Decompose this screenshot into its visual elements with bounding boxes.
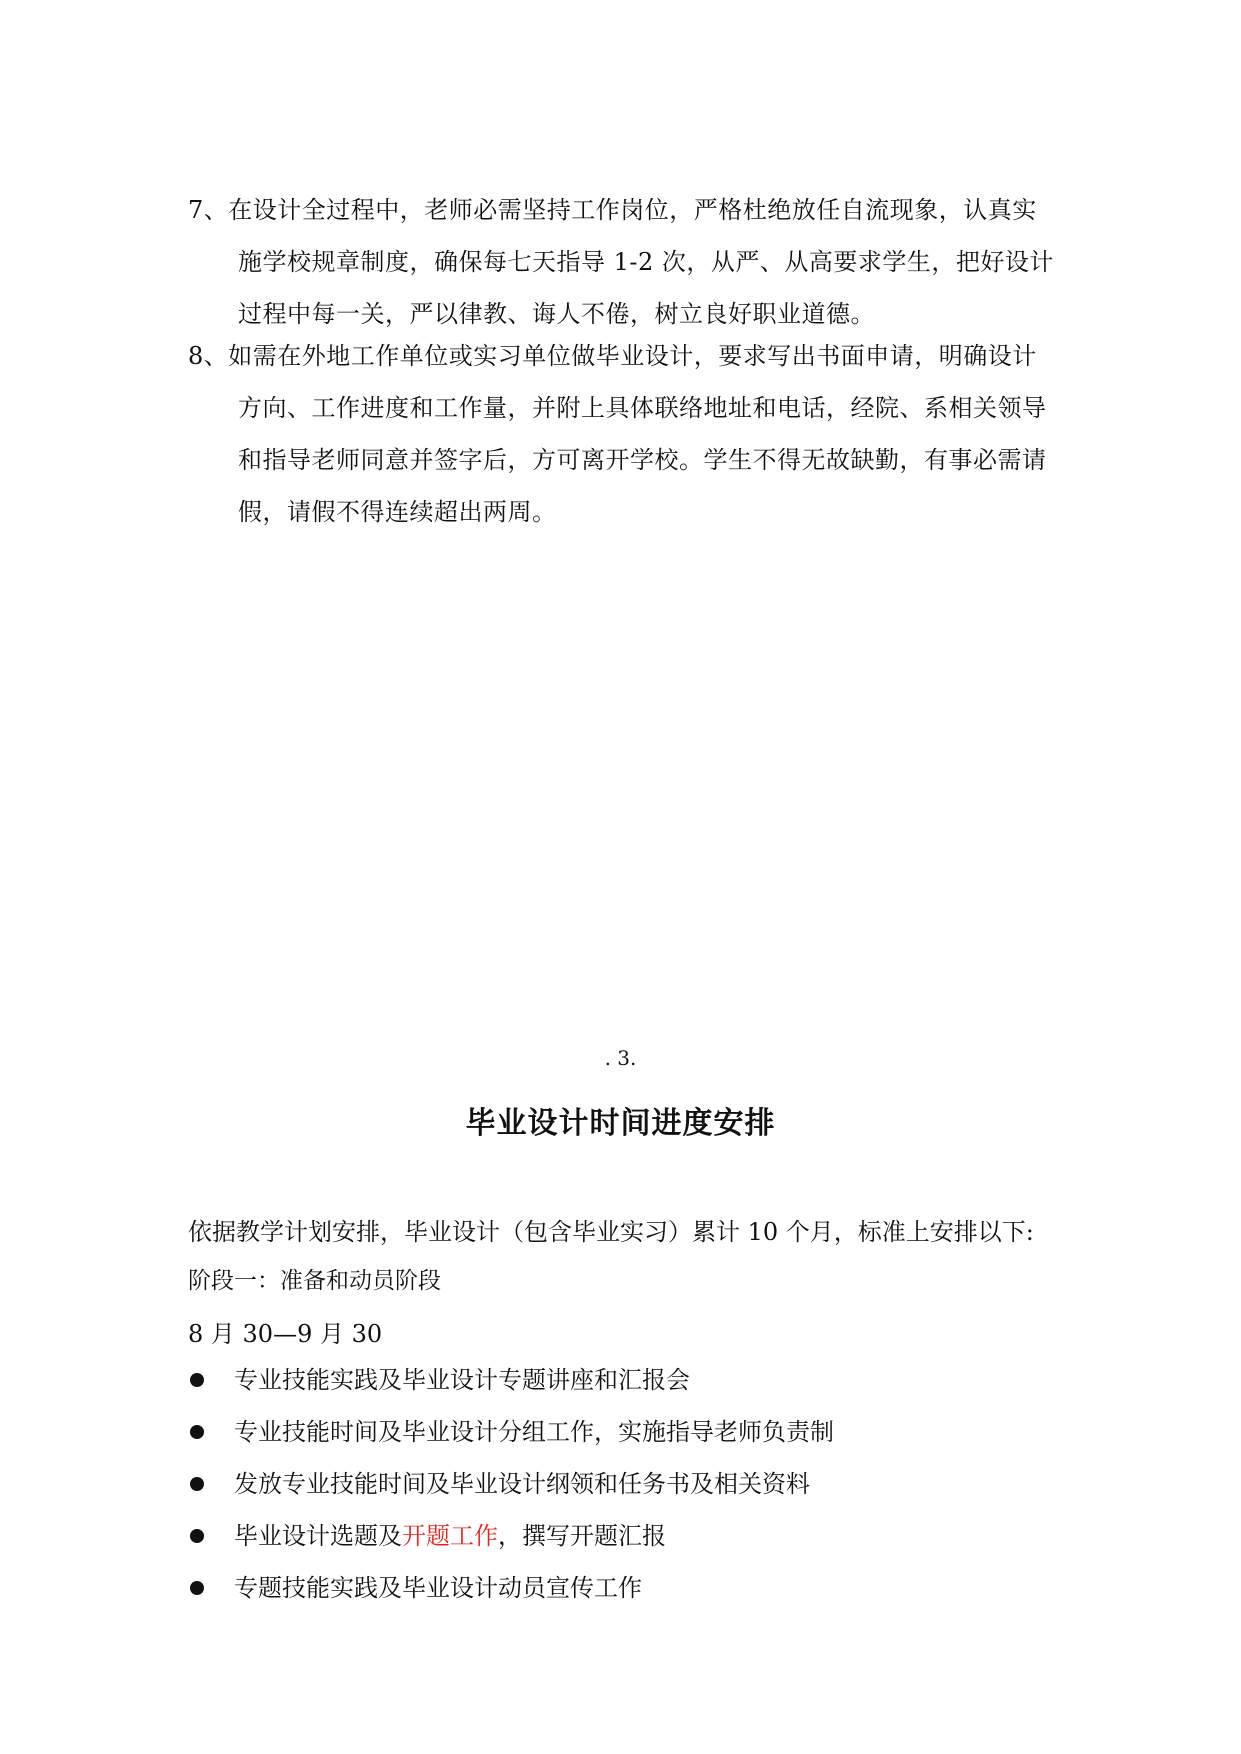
list-item	[188, 1518, 834, 1570]
list-item-text: 发放专业技能时间及毕业设计纲领和任务书及相关资料	[234, 1470, 810, 1498]
rule-item-8	[188, 330, 1068, 538]
list-item-text: 专业技能时间及毕业设计分组工作，实施指导老师负责制	[234, 1418, 834, 1446]
bullet-icon	[190, 1581, 204, 1595]
rule-line: 方向、工作进度和工作量，并附上具体联络地址和电话，经院、系相关领导	[238, 394, 1047, 422]
page-number: . 3.	[604, 1046, 637, 1070]
list-item-text: 专题技能实践及毕业设计动员宣传工作	[234, 1574, 642, 1602]
bullet-icon	[190, 1373, 204, 1387]
stage-date-range: 8 月 30—9 月 30	[188, 1320, 383, 1348]
rule-line: 7、在设计全过程中，老师必需坚持工作岗位，严格杜绝放任自流现象，认真实	[188, 196, 1037, 224]
list-item	[188, 1414, 834, 1466]
rule-line: 假，请假不得连续超出两周。	[238, 498, 557, 526]
list-item	[188, 1362, 834, 1414]
list-item-text: ，撰写开题汇报	[498, 1522, 666, 1550]
bullet-icon	[190, 1529, 204, 1543]
list-item-text: 毕业设计选题及	[234, 1522, 402, 1550]
rule-line: 和指导老师同意并签字后，方可离开学校。学生不得无故缺勤，有事必需请	[238, 446, 1047, 474]
list-item	[188, 1466, 834, 1518]
rule-item-7	[188, 184, 1068, 340]
list-item-text: 专业技能实践及毕业设计专题讲座和汇报会	[234, 1366, 690, 1394]
rule-line: 施学校规章制度，确保每七天指导 1-2 次，从严、从高要求学生，把好设计	[238, 248, 1054, 276]
intro-text: 依据教学计划安排，毕业设计（包含毕业实习）累计 10 个月，标准上安排以下:	[188, 1218, 1034, 1246]
bullet-icon	[190, 1477, 204, 1491]
stage-heading: 阶段一：准备和动员阶段	[188, 1268, 441, 1294]
task-list	[188, 1362, 834, 1622]
rule-line: 8、如需在外地工作单位或实习单位做毕业设计，要求写出书面申请，明确设计	[188, 342, 1037, 370]
list-item	[188, 1570, 834, 1622]
highlighted-text: 开题工作	[402, 1522, 498, 1550]
section-title: 毕业设计时间进度安排	[465, 1106, 776, 1141]
bullet-icon	[190, 1425, 204, 1439]
rule-line: 过程中每一关，严以律教、诲人不倦，树立良好职业道德。	[238, 300, 875, 328]
